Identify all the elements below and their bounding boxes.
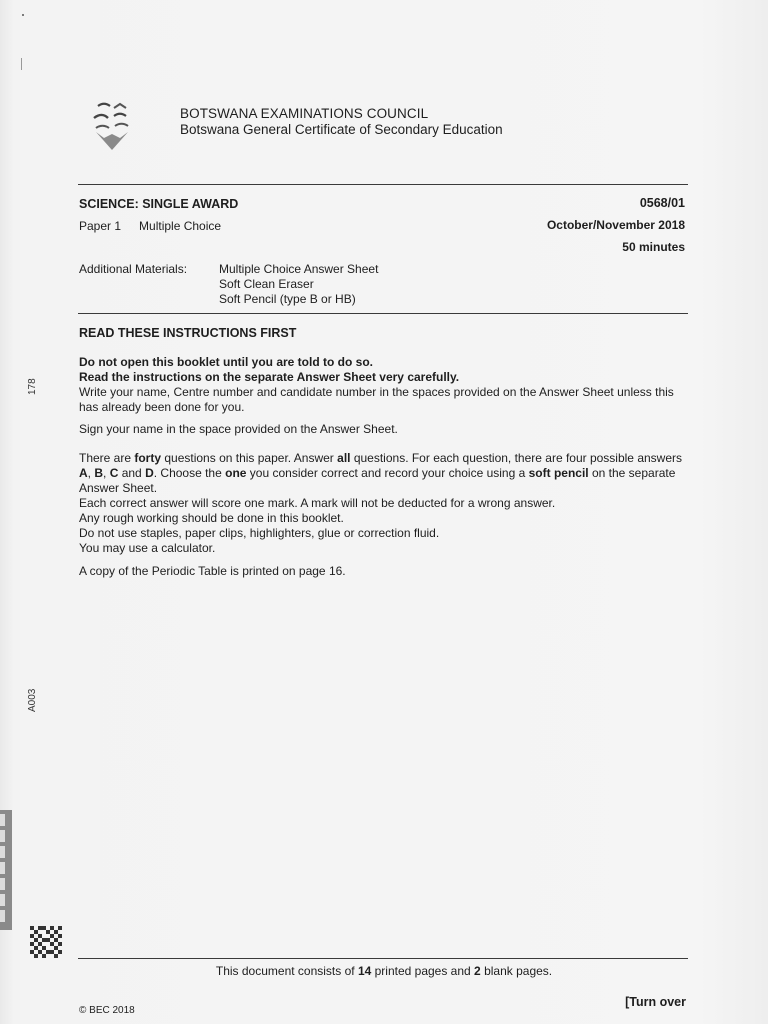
material-item: Soft Pencil (type B or HB) [219,292,356,306]
paper-type: Multiple Choice [139,219,222,233]
instruction-line: Sign your name in the space provided on the Answer Sheet. [79,422,398,436]
exam-session: October/November 2018 [546,218,685,232]
materials-label: Additional Materials: [79,262,188,276]
paper-number: Paper 1 [79,219,122,233]
edge-barcode-strip [0,810,12,930]
margin-dot [22,14,24,16]
syllabus-code: 0568/01 [639,196,685,210]
instruction-paragraph: There are forty questions on this paper. Answer all questions. For each question, there are four possible answers A, B, C and D. Choose the one you consider correct and record your choice using a soft pencil on the separate Answer Sheet. [79,451,683,495]
instructions-block [79,355,689,556]
instruction-line: Do not use staples, paper clips, highlighters, glue or correction fluid. [79,526,440,540]
margin-code-top: 178 [27,378,38,395]
instruction-line: Do not open this booklet until you are told to do so. [79,355,373,369]
periodic-table-note: A copy of the Periodic Table is printed on page 16. [79,564,346,578]
copyright-notice: © BEC 2018 [79,1005,135,1016]
instruction-line: Read the instructions on the separate Answer Sheet very carefully. [79,370,460,384]
subject-title: SCIENCE: SINGLE AWARD [79,197,239,211]
exam-duration: 50 minutes [622,240,685,254]
instruction-line: Write your name, Centre number and candidate number in the spaces provided on the Answer Sheet unless this has already been done for you. [79,385,674,414]
material-item: Soft Clean Eraser [219,277,314,291]
page-count-note: This document consists of 14 printed pages and 2 blank pages. [215,964,553,978]
instructions-heading: READ THESE INSTRUCTIONS FIRST [79,326,297,340]
turn-over-label: [Turn over [625,995,686,1009]
paper-info [79,219,221,233]
certificate-name: Botswana General Certificate of Secondary Education [180,122,503,137]
instruction-line: Any rough working should be done in this booklet. [79,511,344,525]
material-item: Multiple Choice Answer Sheet [219,262,379,276]
margin-tick [21,58,22,70]
materials-list [219,262,378,307]
footer-divider [78,958,688,959]
materials-divider [78,313,688,314]
council-name: BOTSWANA EXAMINATIONS COUNCIL [180,106,429,121]
instruction-line: Each correct answer will score one mark. A mark will not be deducted for a wrong answer. [79,496,556,510]
bec-logo-icon [90,100,136,156]
instruction-line: You may use a calculator. [79,541,216,555]
qr-code-icon [30,926,62,958]
margin-code-bottom: A003 [27,688,38,712]
header-divider [78,184,688,185]
